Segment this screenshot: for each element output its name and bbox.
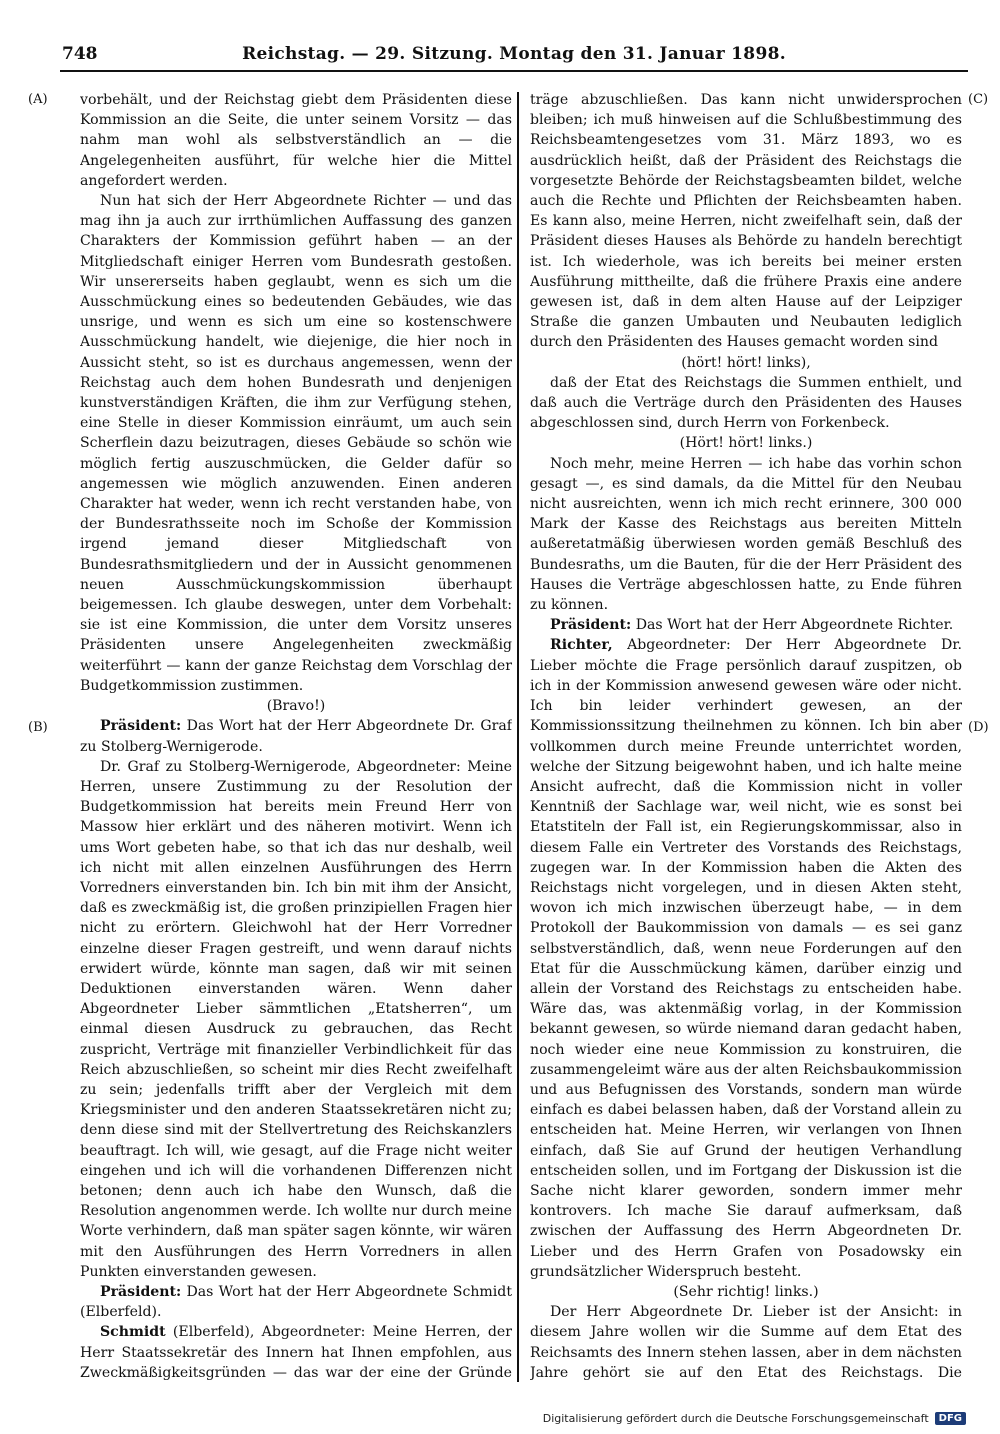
running-head: Reichstag. — 29. Sitzung. Montag den 31. Januar 1898.: [242, 44, 786, 64]
paragraph-text: daß der Etat des Reichstags die Summen enthielt, und daß auch die Verträge durch den Präsidenten des Hauses abgeschlossen sind, durch Herrn von Forkenbeck.: [530, 374, 962, 432]
margin-mark-a: (A): [28, 92, 48, 107]
paragraph: [530, 615, 962, 635]
paragraph: [80, 1282, 512, 1322]
paragraph: [80, 191, 512, 696]
paragraph-text: träge abzuschließen. Das kann nicht unwidersprochen bleiben; ich muß hinweisen auf die Schlußbestimmung des Reichsbeamtengesetzes vom 31. März 1893, wo es ausdrücklich heißt, daß der Präsident des Reichstags die vorgesetzte Behörde der Reichstagsbeamten bildet, welche auch die Rechte und Pflichten der Reichsbeamten haben. Es kann also, meine Herren, nicht zweifelhaft sein, daß der Präsident dieses Hauses als Behörde zu handeln berechtigt ist. Ich wiederhole, was ich bereits bei meiner ersten Ausführung mittheilte, daß die frühere Praxis eine andere gewesen ist, daß in dem alten Hause auf der Leipziger Straße die ganzen Umbauten und Neubauten lediglich durch den Präsidenten des Hauses gemacht worden sind: [530, 92, 962, 351]
paragraph-text: (Elberfeld), Abgeordneter: Meine Herren, der Herr Staatssekretär des Innern hat Ihnen empfohlen, aus Zweckmäßigkeitsgründen — das war der eine der Gründe: [80, 1324, 512, 1380]
speaker-name: Präsident:: [100, 718, 182, 735]
paragraph-text: (Hört! hört! links.): [679, 435, 813, 452]
right-column: [530, 90, 962, 1380]
paragraph-text: Dr. Graf zu Stolberg-Wernigerode, Abgeordneter: Meine Herren, unsere Zustimmung zu der Resolution der Budgetkommission hat bereits mein Freund Herr von Massow hier erklärt und des näheren motivirt. Wenn ich ums Wort gebeten habe, so that ich das nur deshalb, weil ich nicht mit allen einzelnen Ausführungen des Herrn Vorredners einverstanden bin. Ich bin mit ihm der Ansicht, daß es zweckmäßig ist, die großen prinzipiellen Fragen hier nicht zu erörtern. Gleichwohl hat der Herr Vorredner einzelne dieser Fragen gestreift, und wenn darauf nichts erwidert würde, könnte man sagen, daß wir mit seinen Deduktionen einverstanden wären. Wenn daher Abgeordneter Lieber sämmtlichen „Etatsherren“, um einmal diesen Ausdruck zu gebrauchen, das Recht zuspricht, Verträge mit finanzieller Verbindlichkeit für das Reich abzuschließen, so scheint mir dies Recht zweifelhaft zu sein; jedenfalls trifft aber der Vergleich mit dem Kriegsminister und den anderen Staatssekretären nicht zu; denn diese sind mit der Stellvertretung des Reichskanzlers beauftragt. Ich will, wie gesagt, auf die Frage nicht weiter eingehen und ich will die vorhandenen Differenzen nicht betonen; denn auch ich habe den Wunsch, daß die Resolution angenommen werde. Ich wollte nur durch meine Worte verhindern, daß man später sagen könnte, wir wären mit den Ausführungen des Herrn Vorredners in allen Punkten einverstanden gewesen.: [80, 758, 512, 1280]
paragraph-text: Das Wort hat der Herr Abgeordnete Schmidt (Elberfeld).: [80, 1283, 512, 1321]
paragraph-text: (Bravo!): [266, 698, 326, 715]
left-column: [80, 90, 512, 1380]
paragraph: [80, 716, 512, 756]
margin-mark-c: (C): [968, 92, 989, 107]
page-header: [60, 40, 968, 72]
speaker-name: Präsident:: [550, 617, 632, 634]
paragraph-text: Der Herr Abgeordnete Dr. Lieber ist der Ansicht: in diesem Jahre wollen wir die Summe auf dem Etat des Reichsamts des Innern stehen lassen, aber in dem nächsten Jahre gehört sie auf den Etat des Reichstags. Die: [530, 1304, 962, 1380]
speaker-name: Schmidt: [100, 1324, 166, 1341]
paragraph: [80, 90, 512, 191]
footer: [543, 1412, 966, 1425]
paragraph: [530, 454, 962, 616]
paragraph: [530, 635, 962, 1282]
paragraph: [530, 433, 962, 453]
paragraph: [80, 757, 512, 1282]
dfg-logo-icon: DFG: [935, 1412, 966, 1425]
paragraph: [530, 90, 962, 353]
paragraph: [530, 373, 962, 434]
paragraph-text: vorbehält, und der Reichstag giebt dem Präsidenten diese Kommission an die Seite, die unter seinem Vorsitz — das nahm man wohl als selbstverständlich an — die Angelegenheiten ausführt, für welche hier die Mittel angefordert werden.: [80, 92, 512, 189]
paragraph: [530, 1302, 962, 1380]
paragraph-text: Noch mehr, meine Herren — ich habe das vorhin schon gesagt —, es sind damals, da die Mittel für den Neubau nicht ausreichten, wenn ich mich recht erinnere, 300 000 Mark der Kasse des Reichstags aus bereiten Mitteln außeretatmäßig überwiesen worden gemäß Beschluß des Bundesraths, um die Bauten, für die der Herr Präsident des Hauses die Verträge abgeschlossen hatte, zu Ende führen zu können.: [530, 455, 962, 614]
paragraph: [80, 696, 512, 716]
margin-mark-d: (D): [968, 720, 989, 735]
speaker-name: Richter,: [550, 637, 613, 654]
paragraph-text: (hört! hört! links),: [681, 354, 811, 371]
paragraph-text: Abgeordneter: Der Herr Abgeordnete Dr. Lieber möchte die Frage persönlich darauf zuspitzen, ob ich in der Kommission anwesend gewesen wäre oder nicht. Ich bin leider verhindert gewesen, an der Kommissionssitzung theilnehmen zu können. Ich bin aber vollkommen durch meine Freunde unterrichtet worden, welche der Sitzung beigewohnt haben, und ich halte meine Ansicht aufrecht, daß die Kommission nicht in voller Kenntniß der Sachlage war, weil nicht, wie es sonst bei Etatstiteln der Fall ist, ein Regierungskommissar, also in diesem Falle ein Vertreter des Vorstands des Reichstags, zugegen war. In der Kommission haben die Akten des Reichstags nicht vorgelegen, und in diesen Akten steht, wovon ich mich inzwischen überzeugt habe, — in dem Protokoll der Baukommission von damals — es sei ganz selbstverständlich, daß, wenn neue Forderungen auf den Etat für die Ausschmückung kämen, darüber einzig und allein der Vorstand des Reichstags zu entscheiden habe. Wäre das, was aktenmäßig vorlag, in der Kommission bekannt gewesen, so würde niemand daran gedacht haben, noch wieder eine neue Kommission zu konstruiren, die zusammengeleimt wäre aus der alten Reichsbaukommission und aus Befugnissen des Vorstands, sondern man würde einfach es dabei belassen haben, daß der Vorstand allein zu entscheiden hat. Meine Herren, wir verlangen von Ihnen einfach, daß Sie auf Grund der heutigen Verhandlung entscheiden sollen, und im Fortgang der Diskussion ist die Sache nicht klarer geworden, sondern immer mehr kontrovers. Ich mache Sie darauf aufmerksam, daß zwischen der Auffassung des Herrn Abgeordneten Dr. Lieber und des Herrn Grafen von Posadowsky ein grundsätzlicher Widerspruch besteht.: [530, 637, 962, 1280]
paragraph-text: Das Wort hat der Herr Abgeordnete Dr. Graf zu Stolberg-Wernigerode.: [80, 718, 512, 755]
paragraph-text: (Sehr richtig! links.): [673, 1283, 819, 1300]
page-number: 748: [62, 44, 98, 64]
column-divider: [517, 92, 519, 1382]
paragraph-text: Nun hat sich der Herr Abgeordnete Richter — und das mag ihn ja auch zur irrthümlichen Auffassung des ganzen Charakters der Kommission geführt haben — an der Mitgliedschaft einiger Herren vom Bundesrath gestoßen. Wir unsererseits haben geglaubt, wenn es sich um die Ausschmückung eines so bedeutenden Gebäudes, wie das unsrige, und wenn es sich um eine so kostenschwere Ausschmückung handelt, wie diejenige, die hier noch in Aussicht steht, so ist es durchaus angemessen, wenn der Reichstag auch dem hohen Bundesrath und denjenigen kunstverständigen Kräften, die ihm zur Verfügung stehen, eine Stelle in dieser Kommission einräumt, um auch sein Scherflein dazu beizutragen, dieses Gebäude so schön wie möglich fertig auszuschmücken, die Gelder dafür so angemessen wie möglich anzuwenden. Einen anderen Charakter hat weder, wenn ich recht verstanden habe, von der Bundesrathsseite noch im Schoße der Kommission irgend jemand dieser Mitgliedschaft von Bundesrathsmitgliedern und der in Aussicht genommenen neuen Ausschmückungskommission überhaupt beigemessen. Ich glaube deswegen, unter dem Vorbehalt: sie ist eine Kommission, die unter dem Vorsitz unseres Präsidenten unsere Angelegenheiten zweckmäßig weiterführt — kann der ganze Reichstag dem Vorschlag der Budgetkommission zustimmen.: [80, 193, 512, 694]
paragraph-text: Das Wort hat der Herr Abgeordnete Richter.: [631, 617, 954, 634]
paragraph: [80, 1322, 512, 1380]
paragraph: [530, 353, 962, 373]
paragraph: [530, 1282, 962, 1302]
footer-credit: Digitalisierung gefördert durch die Deutsche Forschungsgemeinschaft: [542, 1412, 929, 1425]
margin-mark-b: (B): [28, 720, 48, 735]
speaker-name: Präsident:: [100, 1283, 182, 1300]
